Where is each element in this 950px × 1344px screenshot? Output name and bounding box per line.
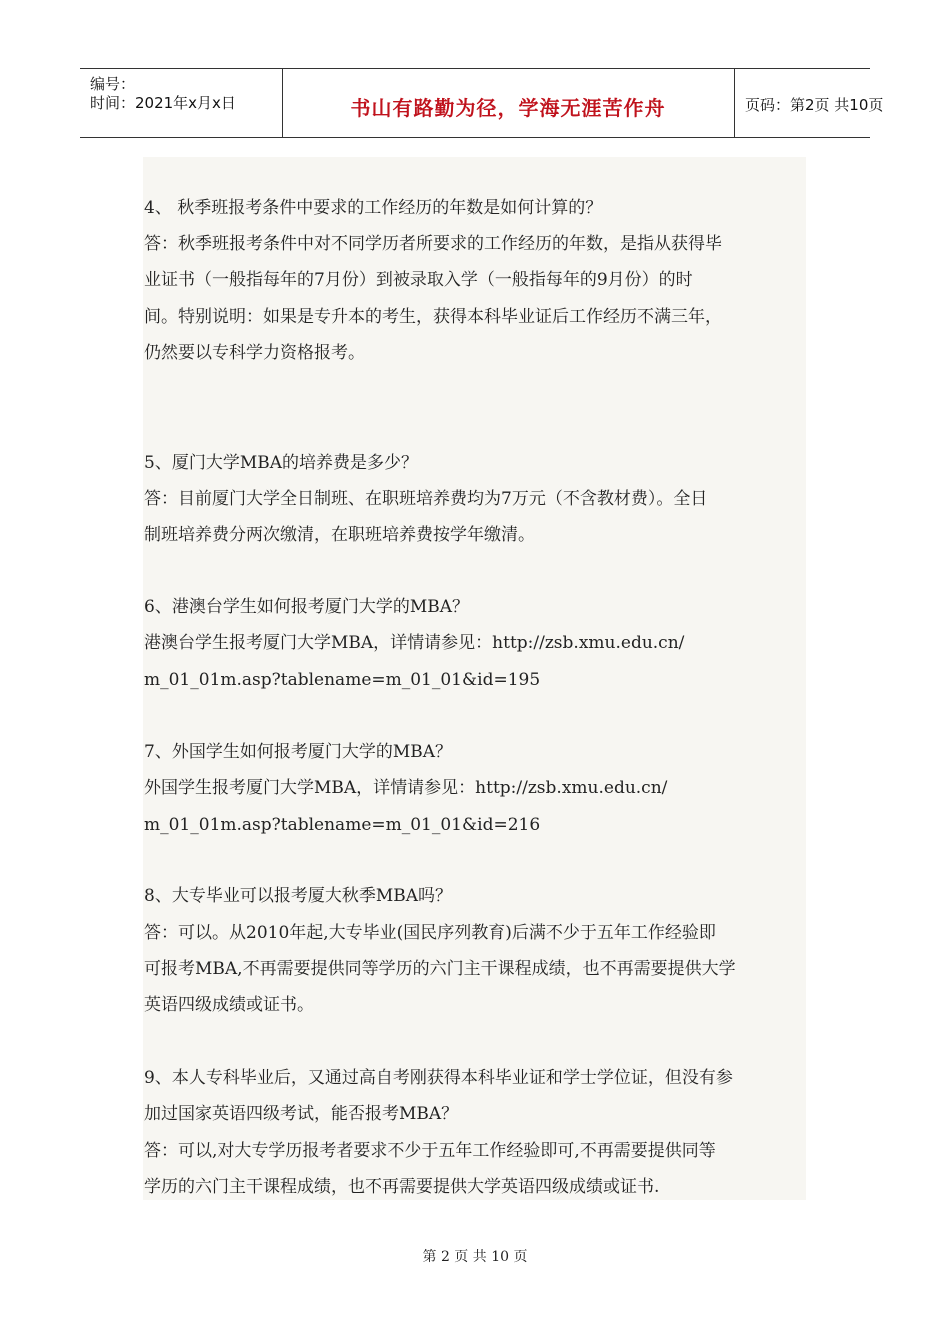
document-header bbox=[80, 68, 884, 138]
answer-4-line: 答：秋季班报考条件中对不同学历者所要求的工作经历的年数，是指从获得毕 bbox=[144, 234, 722, 254]
header-meta-cell bbox=[80, 69, 283, 137]
answer-7-line: 外国学生报考厦门大学MBA，详情请参见：http://zsb.xmu.edu.cn/ bbox=[144, 778, 668, 798]
answer-4-line: 间。特别说明：如果是专升本的考生，获得本科毕业证后工作经历不满三年， bbox=[144, 307, 722, 327]
question-7: 7、外国学生如何报考厦门大学的MBA？ bbox=[144, 742, 452, 762]
answer-9-line: 学历的六门主干课程成绩，也不再需要提供大学英语四级成绩或证书. bbox=[144, 1177, 660, 1197]
header-page-cell bbox=[735, 69, 884, 137]
answer-8-line: 英语四级成绩或证书。 bbox=[144, 995, 314, 1015]
answer-4-line: 业证书（一般指每年的7月份）到被录取入学（一般指每年的9月份）的时 bbox=[144, 270, 693, 290]
question-9: 9、本人专科毕业后，又通过高自考刚获得本科毕业证和学士学位证，但没有参 bbox=[144, 1068, 733, 1088]
question-6: 6、港澳台学生如何报考厦门大学的MBA？ bbox=[144, 597, 469, 617]
header-page-number: 页码：第2页 共10页 bbox=[745, 96, 884, 114]
header-motto: 书山有路勤为径，学海无涯苦作舟 bbox=[350, 96, 666, 120]
document-date-label: 时间：2021年x月x日 bbox=[90, 94, 236, 112]
answer-5-line: 答：目前厦门大学全日制班、在职班培养费均为7万元（不含教材费）。全日 bbox=[144, 489, 708, 509]
header-motto-cell bbox=[282, 69, 735, 137]
answer-4-line: 仍然要以专科学力资格报考。 bbox=[144, 343, 365, 363]
question-5: 5、厦门大学MBA的培养费是多少？ bbox=[144, 453, 418, 473]
page-footer: 第 2 页 共 10 页 bbox=[422, 1249, 528, 1265]
document-number-label: 编号： bbox=[90, 75, 136, 93]
answer-5-line: 制班培养费分两次缴清，在职班培养费按学年缴清。 bbox=[144, 525, 535, 545]
question-8: 8、大专毕业可以报考厦大秋季MBA吗？ bbox=[144, 886, 452, 906]
answer-8-line: 可报考MBA,不再需要提供同等学历的六门主干课程成绩，也不再需要提供大学 bbox=[144, 959, 736, 979]
question-9-line: 加过国家英语四级考试，能否报考MBA？ bbox=[144, 1104, 459, 1124]
answer-6-line: m_01_01m.asp?tablename=m_01_01&id=195 bbox=[144, 670, 541, 690]
answer-7-line: m_01_01m.asp?tablename=m_01_01&id=216 bbox=[144, 815, 541, 835]
question-4: 4、 秋季班报考条件中要求的工作经历的年数是如何计算的？ bbox=[144, 198, 603, 218]
answer-8-line: 答：可以。从2010年起,大专毕业(国民序列教育)后满不少于五年工作经验即 bbox=[144, 923, 716, 943]
answer-9-line: 答：可以,对大专学历报考者要求不少于五年工作经验即可,不再需要提供同等 bbox=[144, 1141, 716, 1161]
answer-6-line: 港澳台学生报考厦门大学MBA，详情请参见：http://zsb.xmu.edu.cn/ bbox=[144, 633, 685, 653]
